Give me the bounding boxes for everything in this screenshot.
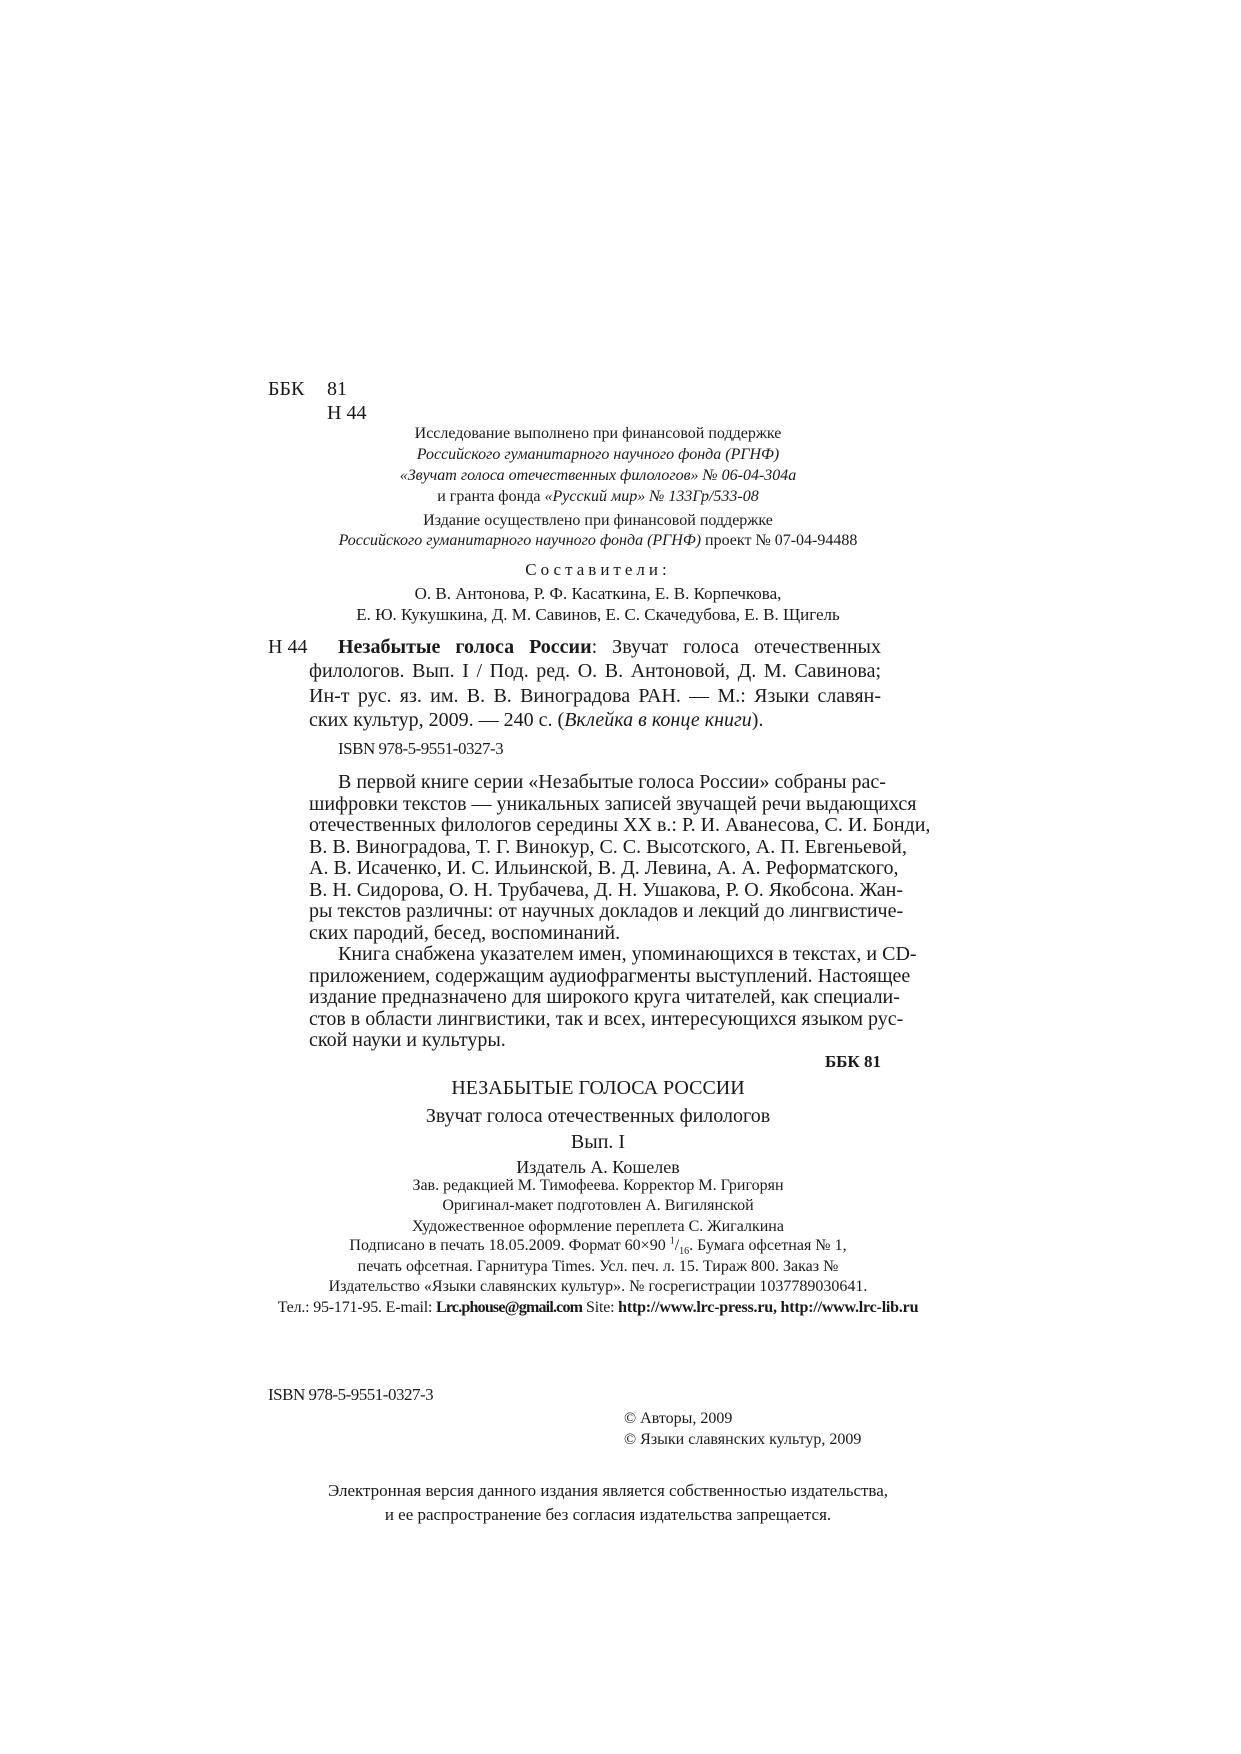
footer-isbn: ISBN 978-5-9551-0327-3	[268, 1385, 434, 1404]
abstract-line: отечественных филологов середины XX в.: Р. И. Аванесова, С. И. Бонди,	[309, 814, 931, 836]
publication-support	[0, 533, 1196, 549]
imprint-contacts	[0, 1300, 1196, 1316]
site-links[interactable]: http://www.lrc-press.ru, http://www.lrc-lib.ru	[618, 1299, 919, 1316]
copyright-authors: © Авторы, 2009	[624, 1410, 733, 1427]
funding-line	[0, 489, 1196, 505]
entry-text: ).	[751, 709, 764, 731]
copyright-notice: Электронная версия данного издания является собственностью издательства,	[327, 1481, 889, 1500]
entry-text: ских культур, 2009. — 240 с. (	[309, 709, 565, 731]
funding-grant: «Русский мир» № 133Гр/533-08	[544, 488, 759, 505]
site-label: Site:	[582, 1299, 619, 1316]
imprint-subtitle: Звучат голоса отечественных филологов	[425, 1105, 771, 1127]
fund-name: Российского гуманитарного научного фонда (РГНФ)	[338, 532, 702, 549]
abstract-line: приложением, содержащим аудиофрагменты выступлений. Настоящее	[309, 964, 911, 987]
phone-text: Тел.: 95-171-95. E-mail:	[277, 1299, 437, 1316]
imprint-print-details: печать офсетная. Гарнитура Times. Усл. печ. л. 15. Тираж 800. Заказ №	[357, 1258, 839, 1275]
bbk-number: 81	[327, 378, 347, 400]
compilers-line: О. В. Антонова, Р. Ф. Касаткина, Е. В. Корпечкова,	[414, 584, 782, 603]
abstract-line: шифровки текстов — уникальных записей звучащей речи выдающихся	[309, 792, 917, 815]
imprint-issue: Вып. I	[570, 1131, 626, 1153]
entry-mark: Н 44	[268, 636, 308, 658]
entry-line: Ин-т рус. яз. им. В. В. Виноградова РАН. — М.: Языки славян-	[309, 685, 881, 707]
funding-line-italic: Российского гуманитарного научного фонда (РГНФ)	[416, 446, 780, 463]
abstract-line: издание предназначено для широкого круга читателей, как специали-	[309, 986, 900, 1008]
email-link[interactable]: Lrc.phouse@gmail.com	[436, 1299, 583, 1316]
funding-line	[0, 447, 1196, 463]
entry-note: Вклейка в конце книги	[564, 709, 752, 731]
print-text: . Бумага офсетная № 1,	[689, 1237, 847, 1254]
abstract-line: В. В. Виноградова, Т. Г. Винокур, С. С. Высотского, А. П. Евгеньевой,	[309, 835, 907, 858]
abstract-line: стов в области лингвистики, так и всех, интересующихся языком рус-	[309, 1007, 904, 1030]
format-slash: /	[674, 1237, 680, 1254]
print-text: Подписано в печать 18.05.2009. Формат 60×90	[349, 1237, 670, 1254]
funding-line-italic: «Звучат голоса отечественных филологов» № 06-04-304а	[399, 467, 797, 484]
publication-support: Издание осуществлено при финансовой поддержке	[423, 512, 773, 529]
abstract-line: В. Н. Сидорова, О. Н. Трубачева, Д. Н. Ушакова, Р. О. Якобсона. Жан-	[309, 878, 904, 901]
format-sup: 1	[669, 1235, 675, 1247]
imprint-editors: Зав. редакцией М. Тимофеева. Корректор М. Григорян	[412, 1177, 784, 1194]
abstract-line: В первой книге серии «Незабытые голоса России» собраны рас-	[338, 771, 886, 793]
format-sub: 16	[679, 1246, 690, 1258]
copyright-publisher: © Языки славянских культур, 2009	[624, 1431, 862, 1448]
abstract-line: ры текстов различны: от научных докладов и лекций до лингвистиче-	[309, 900, 904, 922]
abstract-line: ской науки и культуры.	[309, 1029, 506, 1051]
abstract-line: ских пародий, бесед, воспоминаний.	[309, 921, 621, 944]
funding-line	[0, 468, 1196, 484]
imprint-title: НЕЗАБЫТЫЕ ГОЛОСА РОССИИ	[451, 1077, 745, 1099]
compilers-heading: Составители:	[525, 560, 671, 579]
abstract-line: Книга снабжена указателем имен, упоминающихся в текстах, и CD-	[338, 943, 917, 965]
imprint-registration: Издательство «Языки славянских культур». № госрегистрации 1037789030641.	[328, 1278, 868, 1295]
isbn: ISBN 978-5-9551-0327-3	[338, 739, 504, 758]
funding-text: и гранта фонда	[437, 488, 545, 505]
imprint-layout: Оригинал-макет подготовлен А. Вигилянской	[442, 1197, 754, 1214]
imprint-print-details	[0, 1235, 1196, 1258]
funding-line: Исследование выполнено при финансовой поддержке	[414, 425, 782, 442]
entry-line: филологов. Вып. I / Под. ред. О. В. Антоновой, Д. М. Савинова;	[309, 660, 881, 682]
project-number: проект № 07-04-94488	[701, 532, 858, 549]
entry-line	[338, 637, 881, 657]
compilers-line: Е. Ю. Кукушкина, Д. М. Савинов, Е. С. Скачедубова, Е. В. Щигель	[356, 605, 840, 624]
imprint-publisher: Издатель А. Кошелев	[516, 1157, 680, 1177]
bbk-index: ББК 81	[824, 1052, 881, 1071]
entry-text: : Звучат голоса отечественных	[591, 636, 881, 658]
entry-line	[309, 710, 881, 730]
abstract-line: А. В. Исаченко, И. С. Ильинской, В. Д. Левина, А. А. Реформатского,	[309, 857, 899, 879]
imprint-design: Художественное оформление переплета С. Жигалкина	[412, 1218, 784, 1235]
author-mark: Н 44	[327, 402, 367, 424]
bbk-label: ББК	[268, 378, 305, 400]
book-title: Незабытые голоса России	[338, 636, 592, 658]
copyright-notice: и ее распространение без согласия издательства запрещается.	[384, 1505, 832, 1524]
